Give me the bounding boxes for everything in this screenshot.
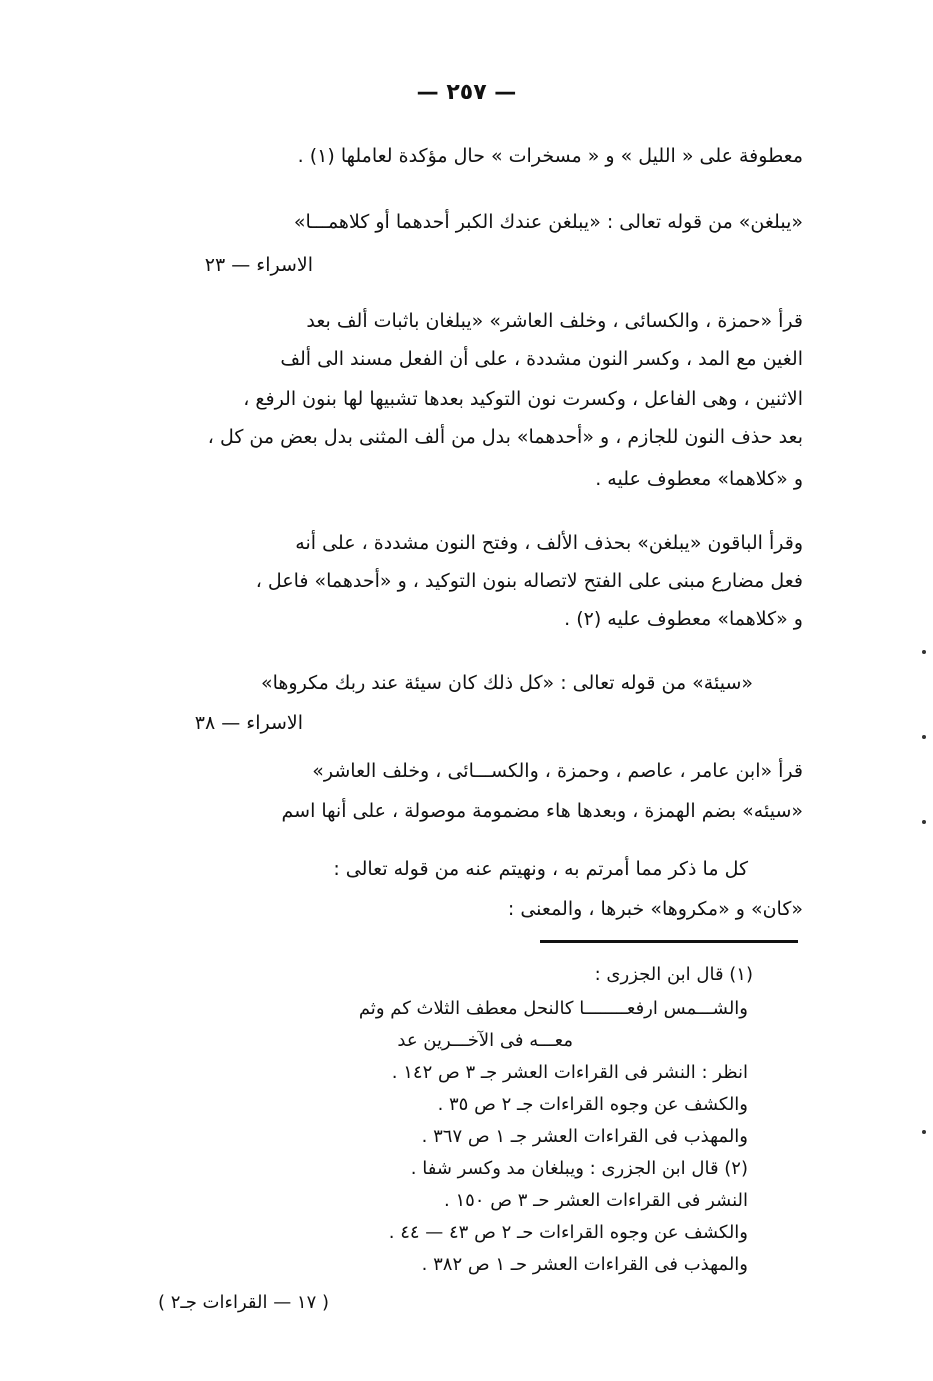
footnote-line: (١) قال ابن الجزرى : xyxy=(594,964,753,985)
scan-speck xyxy=(922,735,926,739)
text-line: قرأ «حمزة ، والكسائى ، وخلف العاشر» «يبلغان باثبات ألف بعد xyxy=(306,310,803,332)
footnote-line: (٢) قال ابن الجزرى : ويبلغان مد وكسر شفا . xyxy=(410,1158,748,1179)
verse-reference: الاسراء — ٣٨ xyxy=(194,712,303,734)
footnote-line: والكشف عن وجوه القراءات جـ ٢ ص ٣٥ . xyxy=(437,1094,748,1115)
page-number: — ٢٥٧ — xyxy=(416,80,517,105)
footnote-separator xyxy=(540,940,798,943)
text-line: «كان» و «مكروها» خبرها ، والمعنى : xyxy=(507,898,803,920)
scan-speck xyxy=(922,1130,926,1134)
footnote-poem-line: معـــه فى الآخـــرين عد xyxy=(397,1030,573,1051)
text-line: بعد حذف النون للجازم ، و «أحدهما» بدل من ألف المثنى بدل بعض من كل ، xyxy=(207,426,803,448)
footnote-line: النشر فى القراءات العشر حـ ٣ ص ١٥٠ . xyxy=(444,1190,748,1211)
text-line: «سيئه» بضم الهمزة ، وبعدها هاء مضمومة موصولة ، على أنها اسم xyxy=(281,800,803,822)
signature-mark: ( ١٧ — القراءات جـ٢ ) xyxy=(158,1292,330,1313)
footnote-line: انظر : النشر فى القراءات العشر جـ ٣ ص ١٤٢ . xyxy=(391,1062,748,1083)
footnote-line: والمهذب فى القراءات العشر جـ ١ ص ٣٦٧ . xyxy=(421,1126,748,1147)
verse-citation: «يبلغن» من قوله تعالى : «يبلغن عندك الكبر أحدهما أو كلاهمـــا» xyxy=(293,211,803,233)
text-line: كل ما ذكر مما أمرتم به ، ونهيتم عنه من قوله تعالى : xyxy=(333,858,748,880)
text-line: قرأ «ابن عامر ، عاصم ، وحمزة ، والكســـائى ، وخلف العاشر» xyxy=(312,760,803,782)
footnote-line: والكشف عن وجوه القراءات حـ ٢ ص ٤٣ — ٤٤ . xyxy=(388,1222,748,1243)
verse-citation: «سيئة» من قوله تعالى : «كل ذلك كان سيئة عند ربك مكروها» xyxy=(260,672,753,694)
footnote-poem-line: والشـــمس ارفعــــــــا كالنحل معطف الثلاث كم وثم xyxy=(358,998,748,1019)
text-line: و «كلاهما» معطوف عليه (٢) . xyxy=(564,608,803,630)
text-line: وقرأ الباقون «يبلغن» بحذف الألف ، وفتح النون مشددة ، على أنه xyxy=(295,532,803,554)
text-line: الغين مع المد ، وكسر النون مشددة ، على أن الفعل مسند الى ألف xyxy=(280,348,803,370)
verse-reference: الاسراء — ٢٣ xyxy=(204,254,313,276)
scan-speck xyxy=(922,820,926,824)
text-line: و «كلاهما» معطوف عليه . xyxy=(595,468,803,490)
scan-speck xyxy=(922,650,926,654)
footnote-line: والمهذب فى القراءات العشر حـ ١ ص ٣٨٢ . xyxy=(421,1254,748,1275)
text-line: الاثنين ، وهى الفاعل ، وكسرت نون التوكيد بعدها تشبيها لها بنون الرفع ، xyxy=(243,388,803,410)
text-line: معطوفة على « الليل » و « مسخرات » حال مؤكدة لعاملها (١) . xyxy=(297,145,803,167)
text-line: فعل مضارع مبنى على الفتح لاتصاله بنون التوكيد ، و «أحدهما» فاعل ، xyxy=(255,570,803,592)
